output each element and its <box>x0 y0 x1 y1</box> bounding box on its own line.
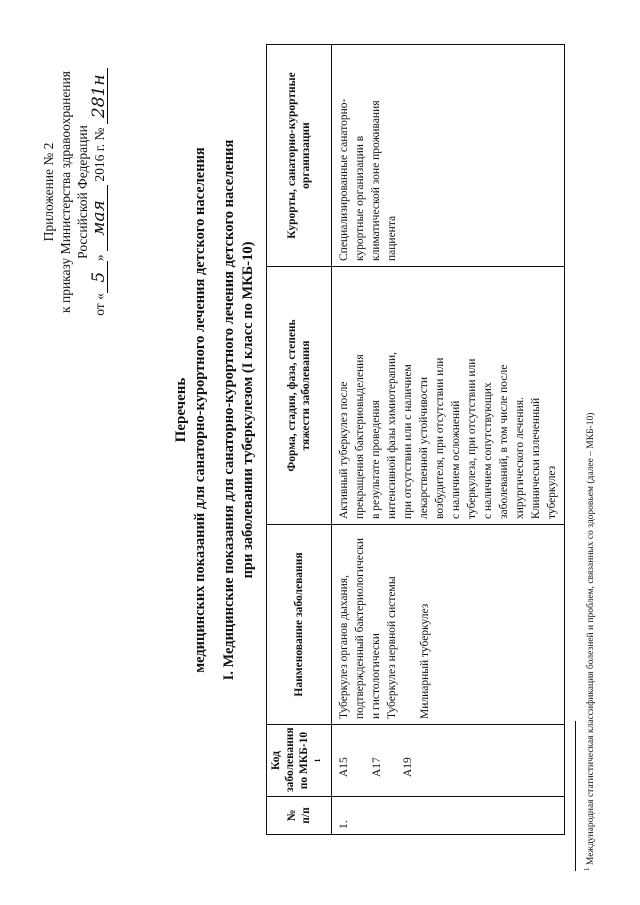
cell-disease-names <box>331 525 564 725</box>
header-num: № п/п <box>267 797 332 835</box>
code-a19: A19 <box>401 757 414 777</box>
footnote <box>575 111 597 871</box>
appendix-header <box>40 57 108 327</box>
code-a15: A15 <box>337 757 350 777</box>
header-code: Код заболевания по МКБ-10 $^1$ <box>267 725 332 797</box>
header-resort: Курорты, санаторно-курортные организации <box>267 45 332 267</box>
document-subtitle: медицинских показаний для санаторно-курортного лечения детского населения <box>192 147 208 673</box>
header-name: Наименование заболевания <box>267 525 332 725</box>
cell-codes <box>331 725 564 797</box>
disease-name-1-line1: Туберкулез органов дыхания, <box>337 575 350 719</box>
cell-form: Активный туберкулез после прекращения бактериовыделения в результате проведения интенсивной фазы химиотерапии, при отсутствии или с наличием лекарственной устойчивости возбудителя, при отсутствии или с наличием осложнений туберкулеза, при отсутствии или с наличием сопутствующих заболеваний, в том числе после хирургического лечения. Клинически излеченный туберкулез <box>331 267 564 525</box>
appendix-order-ref: к приказу Министерства здравоохранения <box>58 71 73 313</box>
footnote-marker-header: 1 <box>313 758 322 763</box>
appendix-date-line: от «5» мая 2016 г. № 281н <box>91 57 108 327</box>
handwritten-order-number: 281н <box>91 68 108 124</box>
cell-resort: Специализированные санаторно- курортные организации в климатической зоне проживания пациента <box>331 45 564 267</box>
footnote-rule <box>575 721 576 871</box>
code-a17: A17 <box>370 757 383 777</box>
document-title: Перечень <box>173 377 189 443</box>
section-heading-line2: при заболевании туберкулезом (I класс по МКБ-10) <box>240 241 256 579</box>
footnote-text: Международная статистическая классификация болезней и проблем, связанных со здоровьем (далее – МКБ-10) <box>586 412 597 866</box>
handwritten-day: 5 <box>91 261 108 293</box>
disease-name-1-line3: и гистологически <box>369 633 382 719</box>
appendix-country: Российской Федерации <box>75 125 90 259</box>
cell-num: 1. <box>331 797 564 835</box>
disease-name-2: Туберкулез нервной системы <box>385 576 398 719</box>
disease-name-1-line2: подтвержденный бактериологически <box>353 537 366 719</box>
section-heading-line1: I. Медицинские показания для санаторно-курортного лечения детского населения <box>221 139 237 681</box>
header-form: Форма, стадия, фаза, степень тяжести заболевания <box>267 267 332 525</box>
table-header-row <box>267 45 332 835</box>
indications-table <box>266 44 565 835</box>
handwritten-month: мая <box>91 185 108 251</box>
appendix-title: Приложение № 2 <box>41 142 56 242</box>
document-titles <box>172 35 258 785</box>
footnote-marker: 1 <box>583 867 591 871</box>
table-row <box>331 45 564 835</box>
disease-name-3: Милиарный туберкулез <box>418 603 431 719</box>
